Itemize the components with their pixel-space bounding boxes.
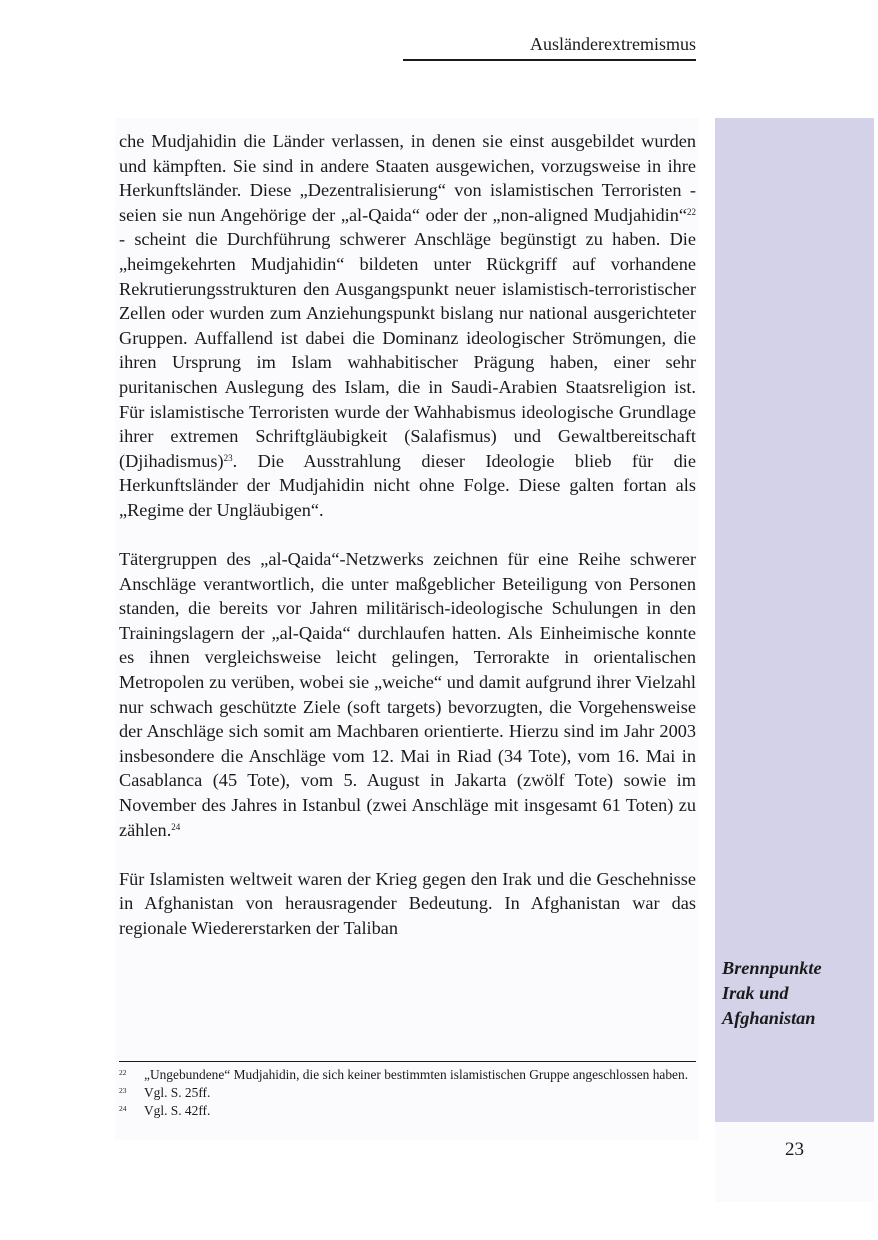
margin-note-line: Irak und [722,983,789,1003]
text-run: Für Islamisten weltweit waren der Krieg gegen den Irak und die Geschehnisse in Afghanistan von herausragender Bedeutung. In Afghanistan war das regionale Wiedererstarken der Taliban [119,868,696,938]
footnote-reference[interactable]: 23 [223,452,233,463]
footnote-item [119,1102,696,1120]
running-header [403,33,696,61]
margin-note-line: Brennpunkte [722,958,822,978]
body-paragraph [119,547,696,842]
text-run: . Die Ausstrahlung dieser Ideologie blieb für die Herkunftsländer der Mudjahidin nicht ohne Folge. Diese galten fortan als „Regime der Ungläubigen“. [119,450,696,520]
page-number-panel [715,1122,874,1202]
footnote-item [119,1084,696,1102]
text-run: che Mudjahidin die Länder verlassen, in denen sie einst ausgebildet wurden und kämpften. Sie sind in andere Staaten ausgewichen, vorzugsweise in ihre Herkunftsländer. Diese „Dezentralisierung“ von islamistischen Terroristen - seien sie nun Angehörige der „al-Qaida“ oder der „non-aligned Mudjahidin“ [119,131,696,225]
footnote-text: Vgl. S. 42ff. [144,1103,211,1118]
margin-note [722,956,870,1031]
footnote-divider [119,1061,696,1062]
margin-note-line: Afghanistan [722,1008,816,1028]
text-run: - scheint die Durchführung schwerer Anschläge begünstigt zu haben. Die „heimgekehrten Mudjahidin“ bildeten unter Rückgriff auf vorhandene Rekrutierungsstrukturen den Ausgangspunkt neuer islamistisch-terroristischer Zellen oder wurden zum Anziehungspunkt bislang nur national ausgerichteter Gruppen. Auffallend ist dabei die Dominanz ideologischer Strömungen, die ihren Ursprung im Islam wahhabitischer Prägung haben, einer sehr puritanischen Auslegung des Islam, die in Saudi-Arabien Staatsreligion ist. Für islamistische Terroristen wurde der Wahhabismus ideologische Grundlage ihrer extremen Schriftgläubigkeit (Salafismus) und Gewaltbereitschaft (Djihadismus) [119,229,696,471]
footnote-text: „Ungebundene“ Mudjahidin, die sich keiner bestimmten islamistischen Gruppe angeschlossen haben. [144,1067,689,1082]
footnote-item [119,1066,696,1084]
body-paragraph [119,867,696,941]
footnote-reference[interactable]: 24 [171,821,181,832]
text-run: Tätergruppen des „al-Qaida“-Netzwerks zeichnen für eine Reihe schwerer Anschläge verantwortlich, die unter maßgeblicher Beteiligung von Personen standen, die bereits vor Jahren militärisch-ideologische Schulungen in den Trainingslagern der „al-Qaida“ durchlaufen hatten. Als Einheimische konnte es ihnen vergleichsweise leicht gelingen, Terrorakte in orientalischen Metropolen zu verüben, wobei sie „weiche“ und damit aufgrund ihrer Vielzahl nur schwach geschützte Ziele (soft targets) bevorzugten, die Vorgehensweise der Anschläge sich somit am Machbaren orientierte. Hierzu sind im Jahr 2003 insbesondere die Anschläge vom 12. Mai in Riad (34 Tote), vom 16. Mai in Casablanca (45 Tote), vom 5. August in Jakarta (zwölf Tote) sowie im November des Jahres in Istanbul (zwei Anschläge mit insgesamt 61 Toten) zu zählen. [119,549,696,840]
running-title: Ausländerextremismus [530,34,696,54]
footnotes [119,1066,696,1120]
body-text [119,129,696,941]
body-paragraph [119,129,696,523]
footnote-reference[interactable]: 22 [687,206,696,217]
footnote-number: 23 [119,1086,127,1095]
footnote-number: 22 [119,1068,127,1077]
footnote-text: Vgl. S. 25ff. [144,1085,211,1100]
footnote-number: 24 [119,1104,127,1113]
page-number: 23 [785,1139,804,1160]
